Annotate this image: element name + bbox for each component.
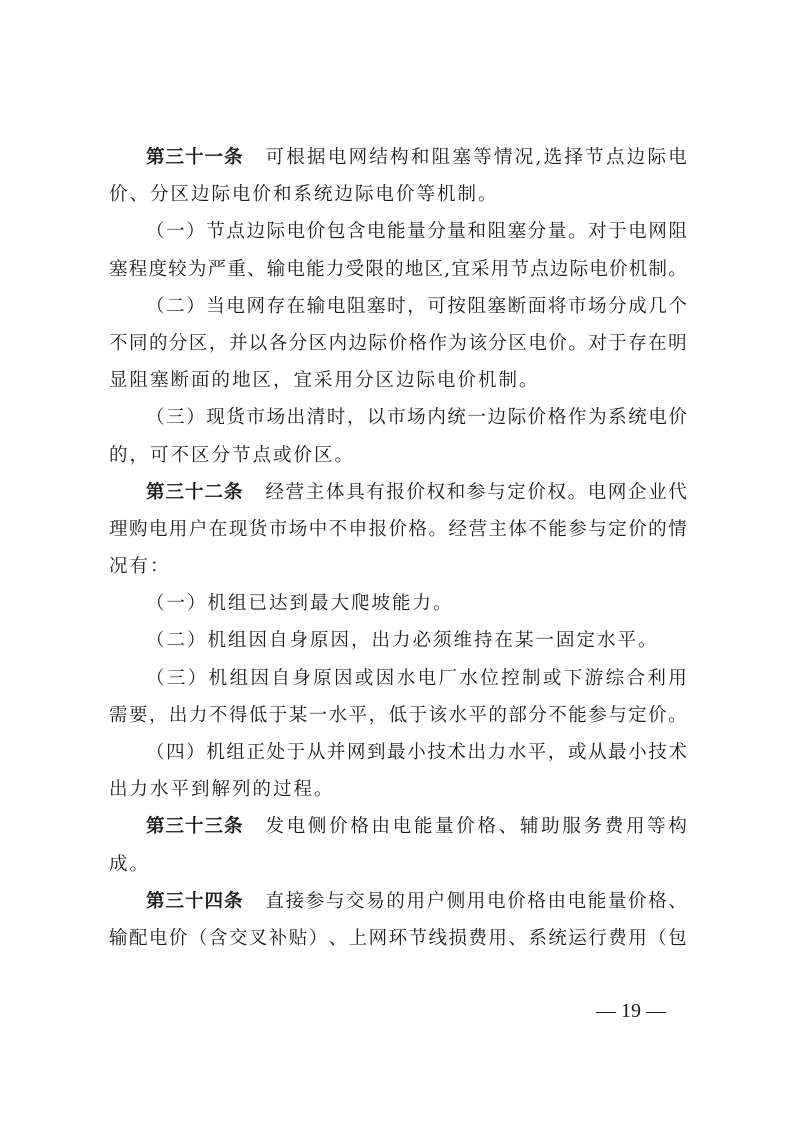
line-text: （ 四 ） 机 组 正 处 于 从 并 网 到 最 小 技 术 出 力 水 平 ， 或 从 最 小 技 术 <box>146 742 687 763</box>
article-heading: 第三十一条 <box>146 147 244 168</box>
line-text: 的，可不区分节点或价区。 <box>109 444 356 466</box>
article-heading: 第三十二条 <box>146 481 244 503</box>
text-line <box>109 251 687 288</box>
line-text: 价、分区边际电价和系统边际电价等机制。 <box>109 184 499 206</box>
text-line <box>109 846 687 883</box>
line-text: 可 根 据 电 网 结 构 和 阻 塞 等 情 况 , 选 择 节 点 边 际 电 <box>265 147 687 168</box>
text-line <box>109 399 687 436</box>
line-text: （ 一 ） 节 点 边 际 电 价 包 含 电 能 量 分 量 和 阻 塞 分 量 。 对 于 电 网 阻 <box>146 221 687 243</box>
line-text: （二）机组因自身原因，出力必须维持在某一固定水平。 <box>146 630 659 652</box>
text-line <box>109 474 687 511</box>
line-text: 经 营 主 体 具 有 报 价 权 和 参 与 定 价 权 。 电 网 企 业 代 <box>265 481 687 503</box>
line-text: 发 电 侧 价 格 由 电 能 量 价 格 、 辅 助 服 务 费 用 等 构 <box>265 816 687 838</box>
text-line <box>109 176 687 213</box>
document-body <box>109 139 687 957</box>
line-text: 理 购 电 用 户 在 现 货 市 场 中 不 申 报 价 格 。 经 营 主 体 不 能 参 与 定 价 的 情 <box>109 518 687 540</box>
line-text: （ 三 ） 机 组 因 自 身 原 因 或 因 水 电 厂 水 位 控 制 或 下 游 综 合 利 用 <box>146 667 687 689</box>
text-line <box>109 808 687 845</box>
line-text: 直 接 参 与 交 易 的 用 户 侧 用 电 价 格 由 电 能 量 价 格 、 <box>265 890 687 912</box>
article-heading: 第三十三条 <box>146 816 244 838</box>
line-text: 塞 程 度 较 为 严 重 、 输 电 能 力 受 限 的 地 区 , 宜 采 用 节 点 边 际 电 价 机 制 。 <box>109 258 687 280</box>
line-text: 不 同 的 分 区 ， 并 以 各 分 区 内 边 际 价 格 作 为 该 分 区 电 价 。 对 于 存 在 明 <box>109 332 687 354</box>
line-text: （一）机组已达到最大爬坡能力。 <box>146 593 454 615</box>
text-line <box>109 920 687 957</box>
text-line <box>109 213 687 250</box>
text-line <box>109 660 687 697</box>
line-text: 成。 <box>109 853 151 875</box>
text-line <box>109 734 687 771</box>
line-text: （ 二 ） 当 电 网 存 在 输 电 阻 塞 时 ， 可 按 阻 塞 断 面 将 市 场 分 成 几 个 <box>146 295 687 317</box>
text-line <box>109 771 687 808</box>
article-heading: 第三十四条 <box>146 890 244 912</box>
text-line <box>109 511 687 548</box>
text-line <box>109 883 687 920</box>
line-text: （ 三 ） 现 货 市 场 出 清 时 ， 以 市 场 内 统 一 边 际 价 格 作 为 系 统 电 价 <box>146 407 687 429</box>
text-line <box>109 288 687 325</box>
text-line <box>109 548 687 585</box>
line-text: 显阻塞断面的地区，宜采用分区边际电价机制。 <box>109 370 540 392</box>
page-number: — 19 — <box>596 1000 666 1022</box>
text-line <box>109 362 687 399</box>
text-line <box>109 325 687 362</box>
line-text: 况有： <box>109 556 171 578</box>
text-line <box>109 139 687 176</box>
text-line <box>109 437 687 474</box>
text-line <box>109 622 687 659</box>
text-line <box>109 697 687 734</box>
line-text: 出力水平到解列的过程。 <box>109 779 335 801</box>
text-line <box>109 585 687 622</box>
line-text: 需 要 ， 出 力 不 得 低 于 某 一 水 平 ， 低 于 该 水 平 的 部 分 不 能 参 与 定 价 。 <box>109 704 687 726</box>
line-text: 输 配 电 价 （ 含 交 叉 补 贴 ） 、 上 网 环 节 线 损 费 用 、 系 统 运 行 费 用 （ 包 <box>109 927 687 949</box>
